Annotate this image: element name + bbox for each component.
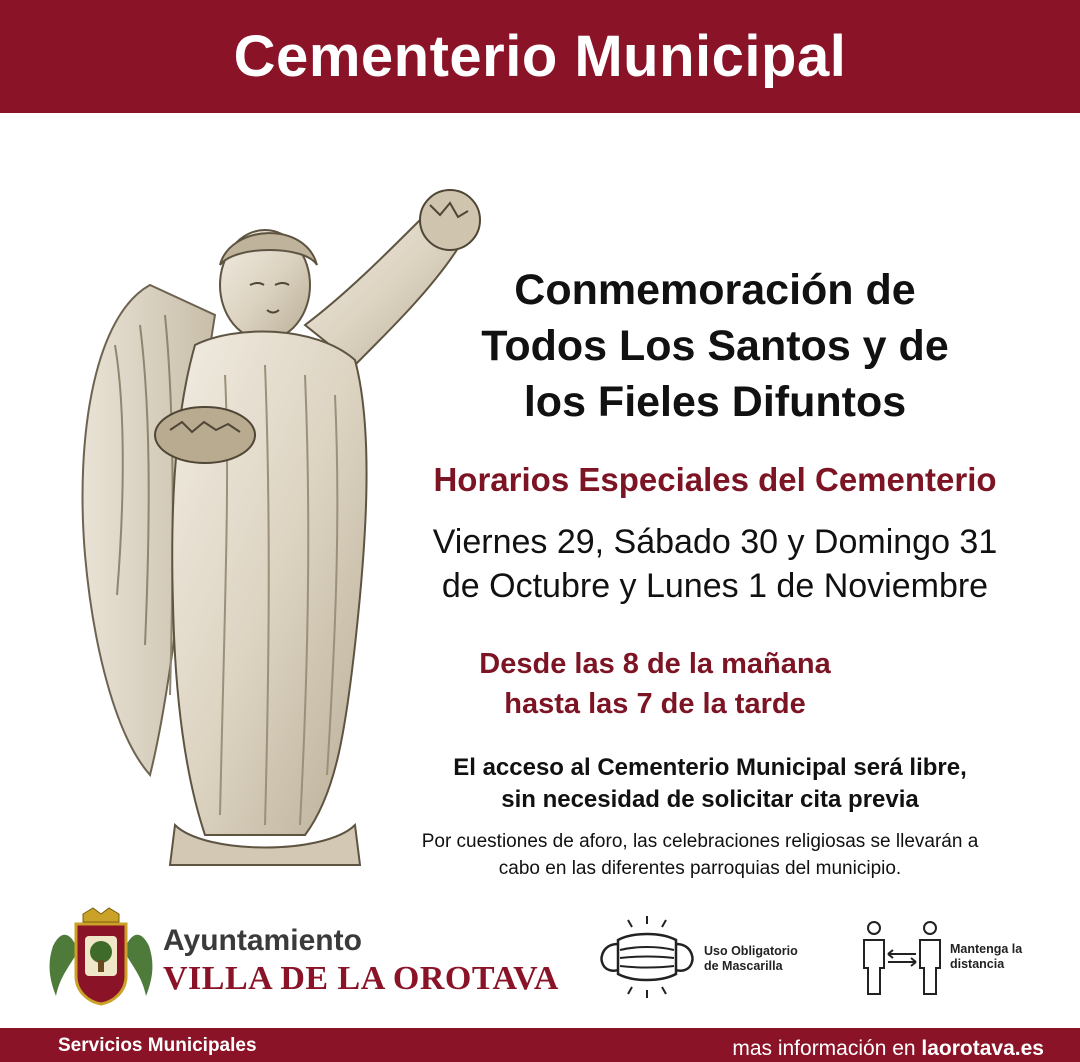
access-info	[360, 752, 1060, 816]
ayuntamiento-name: VILLA DE LA OROTAVA	[163, 960, 559, 997]
mask-icon	[598, 916, 696, 998]
header-bar	[0, 0, 1080, 113]
opening-hours-line-2: hasta las 7 de la tarde	[504, 688, 806, 720]
distance-label-line-1: Mantenga la	[950, 942, 1023, 956]
access-info-line-1: El acceso al Cementerio Municipal será libre,	[453, 754, 967, 781]
opening-hours-line-1: Desde las 8 de la mañana	[479, 648, 831, 680]
event-title-line-3: los Fieles Difuntos	[523, 378, 907, 426]
footer-services: Servicios Municipales	[58, 1035, 257, 1056]
mask-label	[704, 944, 824, 974]
mask-label-line-1: Uso Obligatorio	[704, 944, 798, 958]
access-info-line-2: sin necesidad de solicitar cita previa	[501, 786, 919, 813]
footer-bar	[0, 1028, 1080, 1062]
distance-label	[950, 942, 1050, 972]
logos-row	[0, 900, 1080, 1020]
event-dates-line-1: Viernes 29, Sábado 30 y Domingo 31	[432, 523, 998, 561]
distance-label-line-2: distancia	[950, 957, 1005, 971]
event-dates-line-2: de Octubre y Lunes 1 de Noviembre	[441, 567, 989, 605]
capacity-note-line-1: Por cuestiones de aforo, las celebraciones religiosas se llevarán a	[421, 831, 979, 852]
schedule-subtitle: Horarios Especiales del Cementerio	[433, 461, 997, 498]
opening-hours	[430, 644, 880, 724]
capacity-note	[350, 828, 1050, 882]
event-dates	[350, 520, 1080, 608]
crest-icon	[48, 906, 154, 1006]
ayuntamiento-label: Ayuntamiento	[163, 924, 362, 957]
event-title-line-2: Todos Los Santos y de	[481, 322, 949, 370]
page-title: Cementerio Municipal	[233, 24, 847, 89]
footer-more-info-prefix: mas información en	[732, 1037, 922, 1060]
mask-label-line-2: de Mascarilla	[704, 959, 783, 973]
distance-icon	[858, 920, 946, 996]
footer-more-info	[732, 1037, 1044, 1061]
capacity-note-line-2: cabo en las diferentes parroquias del municipio.	[498, 858, 902, 879]
footer-website-link[interactable]: laorotava.es	[921, 1037, 1044, 1060]
event-title-line-1: Conmemoración de	[514, 266, 916, 314]
event-title	[350, 262, 1080, 430]
